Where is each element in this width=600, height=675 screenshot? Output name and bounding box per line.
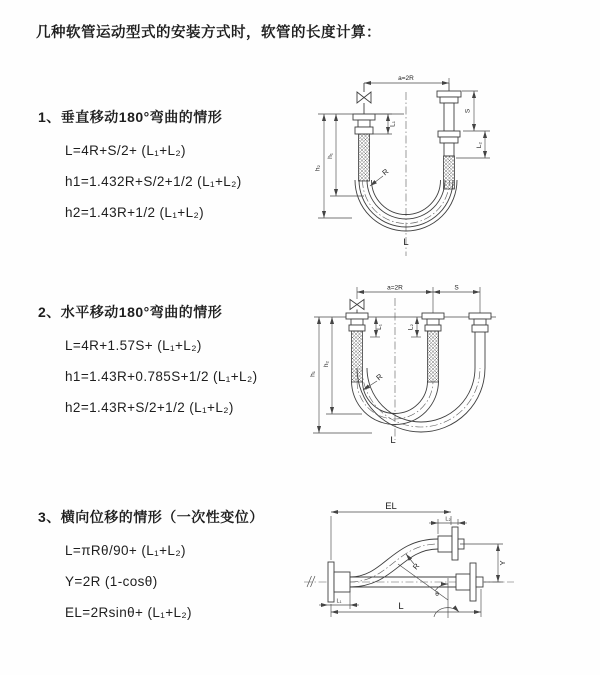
dimension-l2 [456,131,490,158]
dimension-l1 [319,591,359,609]
formula-EL: EL=2Rsinθ+ (L₁+L₂) [65,605,192,620]
flange-right-lower [456,563,483,601]
dimension-s [462,91,490,131]
flange-right-upper [438,527,464,560]
flange-left [353,114,375,181]
formula-L: L=4R+1.57S+ (L₁+L₂) [65,338,202,353]
dim-label-y: Y [498,560,507,566]
braided-hose-middle [428,331,439,382]
valve-icon [350,300,364,314]
dim-label-r: R [380,166,391,178]
angle-theta [398,564,459,618]
formula-L: L=πRθ/90+ (L₁+L₂) [65,543,186,558]
section-2-text [38,302,303,415]
flange-right [437,83,461,189]
page-title: 几种软管运动型式的安装方式时，软管的长度计算： [36,25,381,41]
dim-label-a2r: a=2R [387,284,403,292]
formula-L: L=4R+S/2+ (L₁+L₂) [65,143,186,158]
dim-label-s: S [464,108,472,114]
dim-label-l1: L₁ [376,324,383,330]
dim-label-h2: h₂ [314,164,322,172]
dimension-l-total [331,589,481,617]
dimension-h2 [315,114,353,218]
dim-label-el: EL [385,501,397,512]
formula-h2: h2=1.43R+S/2+1/2 (L₁+L₂) [65,400,234,415]
section-1-text [38,107,303,220]
dim-label-s: S [454,284,459,292]
braided-hose-left [359,134,370,181]
dim-label-h2: h₂ [323,360,330,368]
dimension-l2 [408,317,422,337]
valve-icon [357,83,371,114]
diagram-lateral-displacement [296,492,596,642]
dim-label-l2: L₂ [445,516,451,523]
dimension-el [331,501,451,560]
dim-label-l2: L₂ [476,141,483,149]
hose-displaced-curve [350,539,438,587]
radius-leader [363,372,385,390]
formula-Y: Y=2R (1-cosθ) [65,574,158,589]
dim-label-h1: h₁ [327,153,334,159]
dim-label-a2r: a=2R [398,75,414,82]
dimension-s [433,285,480,314]
flange-right [469,313,491,332]
dim-label-r: R [374,371,385,383]
section-1-heading: 1、垂直移动180°弯曲的情形 [38,109,223,125]
dimension-a2r [364,75,449,91]
radius-leader [370,167,391,186]
dim-label-l-total: L [403,237,409,248]
section-3-heading: 3、横向位移的情形（一次性变位） [38,509,264,525]
formula-h1: h1=1.432R+S/2+1/2 (L₁+L₂) [65,174,242,189]
section-2-heading: 2、水平移动180°弯曲的情形 [38,304,223,320]
flange-left [328,562,350,602]
formula-h1: h1=1.43R+0.785S+1/2 (L₁+L₂) [65,369,258,384]
pipe-break-mark [307,576,315,587]
section-3-text [38,507,303,620]
dim-label-l1: L₁ [336,598,342,605]
dim-label-l1: L₁ [389,121,397,127]
dim-label-r: R [410,561,422,572]
dim-label-l-total: L [390,435,396,446]
dim-label-theta: θ [435,591,439,598]
dimension-l2 [429,517,467,535]
diagram-vertical-180-bend [306,66,596,261]
dim-label-l2: L₂ [407,323,415,331]
dim-label-l-total: L [398,601,404,612]
dimension-l1 [370,317,383,337]
dimension-l1 [373,114,397,134]
formula-h2: h2=1.43R+1/2 (L₁+L₂) [65,205,205,220]
flange-middle [422,313,444,382]
hose-u-bend-position2 [357,332,485,432]
dim-label-h1: h₁ [309,371,317,377]
radius-leader [406,554,422,571]
diagram-horizontal-180-bend [300,278,600,450]
